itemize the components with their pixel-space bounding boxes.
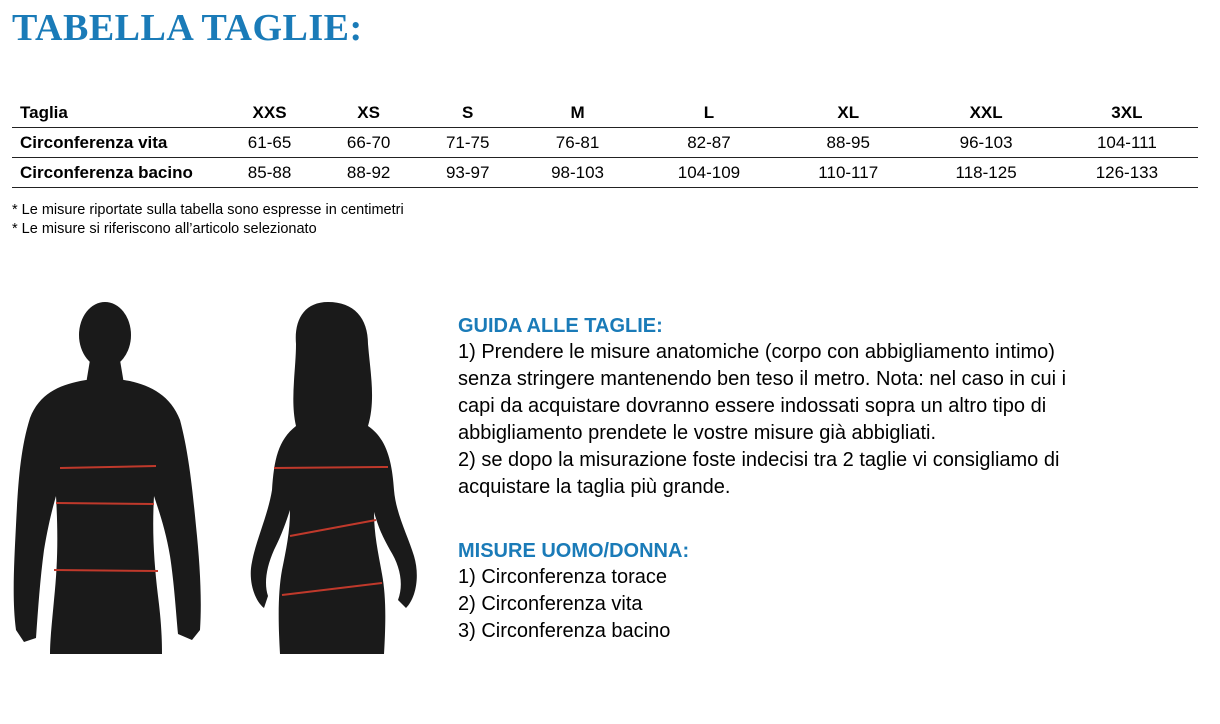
- size-col-header: XS: [319, 98, 418, 128]
- measures-list: [458, 564, 689, 645]
- table-cell: 71-75: [418, 128, 517, 158]
- size-header-label: Taglia: [12, 98, 220, 128]
- guide-line: senza stringere mantenendo ben teso il metro. Nota: nel caso in cui i: [458, 368, 1067, 390]
- guide-line: 1) Prendere le misure anatomiche (corpo con abbigliamento intimo): [458, 341, 1055, 363]
- guide-line: capi da acquistare dovranno essere indossati sopra un altro tipo di: [458, 395, 1047, 417]
- page-title: TABELLA TAGLIE:: [12, 7, 363, 49]
- table-notes: [12, 201, 404, 239]
- table-cell: 88-95: [780, 128, 916, 158]
- size-col-header: 3XL: [1056, 98, 1198, 128]
- table-cell: 76-81: [517, 128, 638, 158]
- table-cell: 82-87: [638, 128, 780, 158]
- size-col-header: XL: [780, 98, 916, 128]
- note-line: * Le misure riportate sulla tabella sono espresse in centimetri: [12, 202, 404, 218]
- size-col-header: XXS: [220, 98, 319, 128]
- table-cell: 96-103: [916, 128, 1055, 158]
- size-header-row: [12, 98, 1198, 128]
- row-label: Circonferenza vita: [12, 128, 220, 158]
- row-label: Circonferenza bacino: [12, 158, 220, 188]
- size-guide: [458, 313, 1198, 501]
- female-silhouette-icon: [238, 300, 428, 654]
- table-cell: 104-111: [1056, 128, 1198, 158]
- table-cell: 88-92: [319, 158, 418, 188]
- measure-item: 1) Circonferenza torace: [458, 566, 667, 588]
- table-cell: 66-70: [319, 128, 418, 158]
- measures-title: MISURE UOMO/DONNA:: [458, 540, 690, 562]
- table-cell: 98-103: [517, 158, 638, 188]
- table-cell: 93-97: [418, 158, 517, 188]
- table-cell: 104-109: [638, 158, 780, 188]
- male-silhouette-icon: [12, 300, 217, 654]
- table-row-waist: [12, 128, 1198, 158]
- table-cell: 85-88: [220, 158, 319, 188]
- table-cell: 126-133: [1056, 158, 1198, 188]
- measure-item: 3) Circonferenza bacino: [458, 620, 671, 642]
- note-line: * Le misure si riferiscono all’articolo selezionato: [12, 221, 317, 237]
- table-cell: 118-125: [916, 158, 1055, 188]
- measures-section: [458, 538, 689, 645]
- size-table: [12, 98, 1198, 188]
- size-col-header: L: [638, 98, 780, 128]
- table-cell: 61-65: [220, 128, 319, 158]
- size-col-header: M: [517, 98, 638, 128]
- guide-line: acquistare la taglia più grande.: [458, 476, 731, 498]
- guide-title: GUIDA ALLE TAGLIE:: [458, 315, 663, 337]
- guide-line: 2) se dopo la misurazione foste indecisi tra 2 taglie vi consigliamo di: [458, 449, 1060, 471]
- measure-item: 2) Circonferenza vita: [458, 593, 643, 615]
- guide-line: abbigliamento prendete le vostre misure già abbigliati.: [458, 422, 937, 444]
- size-col-header: S: [418, 98, 517, 128]
- size-col-header: XXL: [916, 98, 1055, 128]
- table-cell: 110-117: [780, 158, 916, 188]
- table-row-hips: [12, 158, 1198, 188]
